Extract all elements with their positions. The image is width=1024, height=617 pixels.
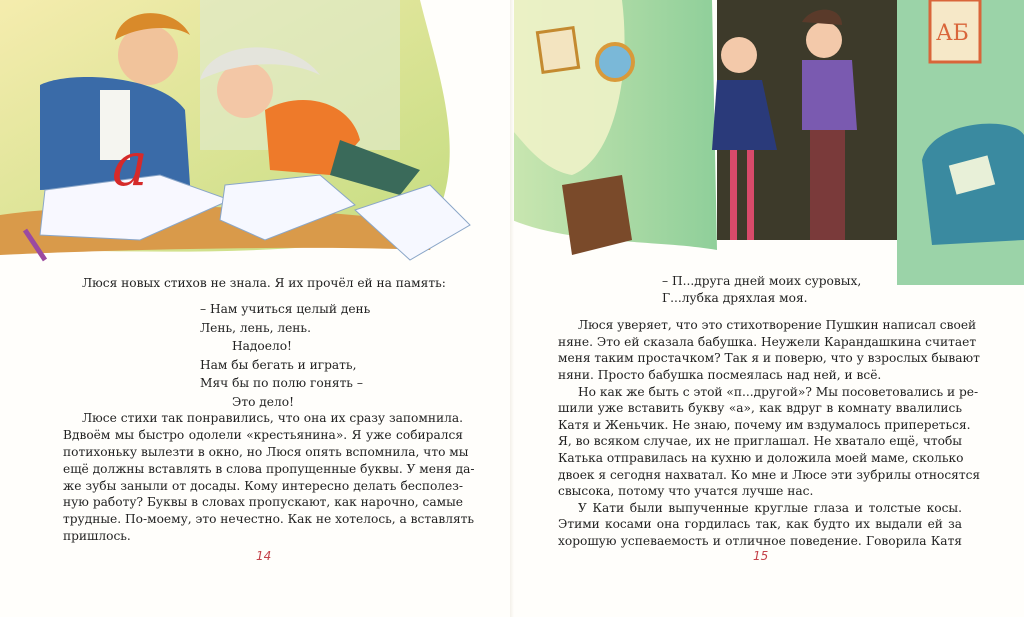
text-line: Катя и Женьчик. Не знаю, почему им вздумалось припереться. — [558, 418, 971, 432]
poem-line: Это дело! — [232, 395, 294, 409]
text-line: У Кати были выпученные круглые глаза и толстые косы. — [578, 501, 962, 515]
text-line: ную работу? Буквы в словах пропускают, как нарочно, самые — [63, 495, 463, 509]
text-line: Я, во всяком случае, их не приглашал. Не хватало ещё, чтобы — [558, 434, 962, 448]
poem-line: Г...лубка дряхлая моя. — [662, 291, 808, 305]
text-line: Катька отправилась на кухню и доложила моей маме, сколько — [558, 451, 964, 465]
text-line: же зубы заныли от досады. Кому интересно делать бесполез- — [63, 479, 463, 493]
poem-line: – Нам учиться целый день — [200, 302, 371, 316]
text-line: шили уже вставить букву «а», как вдруг в комнату ввалились — [558, 401, 962, 415]
text-line: меня таким простачком? Так я и поверю, что у взрослых бывают — [558, 351, 980, 365]
text-line: Люся уверяет, что это стихотворение Пушкин написал своей — [578, 318, 977, 332]
text-line: Но как же быть с этой «п...другой»? Мы посоветовались и ре- — [578, 385, 979, 399]
page-gutter — [510, 0, 514, 617]
text-line: хорошую успеваемость и отличное поведение. Говорила Катя — [558, 534, 962, 548]
armchair — [922, 124, 1024, 245]
intro-line: Люся новых стихов не знала. Я их прочёл ей на память: — [82, 276, 446, 290]
text-line: ещё должны вставлять в слова пропущенные буквы. У меня да- — [63, 462, 475, 476]
page-number: 14 — [256, 549, 272, 563]
text-line: потихоньку вылезти в окно, но Люся опять вспомнила, что мы — [63, 445, 469, 459]
text-line: Вдвоём мы быстро одолели «крестьянина». Я уже собирался — [63, 428, 463, 442]
letter-a-figure: а — [112, 130, 148, 200]
text-line: свысока, потому что учатся лучше нас. — [558, 484, 814, 498]
mirror — [597, 44, 633, 80]
text-line: няне. Это ей сказала бабушка. Неужели Карандашкина считает — [558, 335, 977, 349]
text-line: пришлось. — [63, 529, 131, 543]
page-number: 15 — [753, 549, 769, 563]
poem-line: – П...друга дней моих суровых, — [662, 274, 862, 288]
text-line: няни. Просто бабушка посмеялась над ней, и всё. — [558, 368, 882, 382]
poem-line: Надоело! — [232, 339, 292, 353]
alphabet-letters: АБ — [936, 21, 969, 46]
right-illustration — [512, 0, 1024, 285]
text-line: Люсе стихи так понравились, что она их сразу запомнила. — [82, 411, 463, 425]
poem-line: Нам бы бегать и играть, — [200, 358, 357, 372]
text-line: трудные. По-моему, это нечестно. Как не хотелось, а вставлять — [63, 512, 475, 526]
poem-line: Лень, лень, лень. — [200, 321, 311, 335]
picture-frame — [537, 28, 578, 73]
text-line: двоек я сегодня нахватал. Ко мне и Люсе эти зубрилы относятся — [558, 468, 981, 482]
left-illustration — [0, 0, 512, 265]
poem-line: Мяч бы по полю гонять – — [200, 376, 363, 390]
briefcase — [562, 175, 632, 255]
text-line: Этими косами она гордилась так, как будто их выдали ей за — [558, 517, 962, 531]
